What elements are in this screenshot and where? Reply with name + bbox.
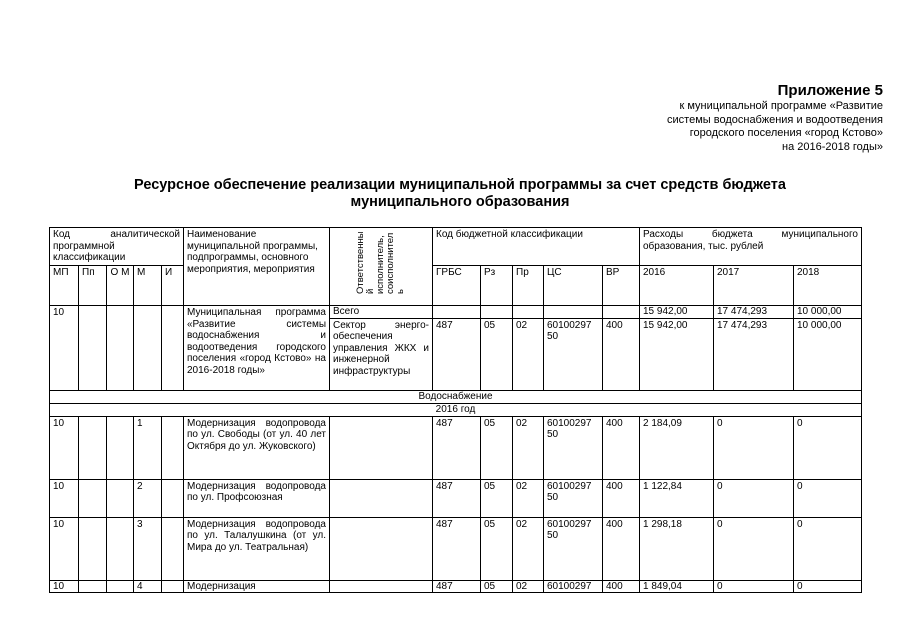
program-rz: 05	[481, 318, 513, 390]
row-cs: 60100297 50	[544, 416, 603, 479]
row-2016: 1 849,04	[640, 580, 714, 593]
document-title	[60, 177, 860, 211]
row-2017: 0	[714, 479, 794, 517]
row-2016: 1 122,84	[640, 479, 714, 517]
row-responsible	[330, 416, 433, 479]
header-om: О М	[107, 266, 134, 306]
row-pp	[79, 416, 107, 479]
document-title-line: муниципального образования	[350, 194, 570, 210]
table-row	[50, 517, 862, 580]
row-rz: 05	[481, 479, 513, 517]
row-2017: 0	[714, 580, 794, 593]
program-total-rz	[481, 306, 513, 319]
row-mp: 10	[50, 479, 79, 517]
row-name: Модернизация водопровода по ул. Свободы (от ул. 40 лет Октября до ул. Жуковского)	[184, 416, 330, 479]
program-total-2017: 17 474,293	[714, 306, 794, 319]
row-pr: 02	[513, 517, 544, 580]
year-band-row	[50, 403, 862, 416]
appendix-line: городского поселения «город Кстово»	[689, 127, 883, 139]
program-2018: 10 000,00	[794, 318, 862, 390]
row-mp: 10	[50, 416, 79, 479]
row-pr: 02	[513, 580, 544, 593]
row-responsible	[330, 479, 433, 517]
document-title-line: Ресурсное обеспечение реализации муниципальной программы за счет средств бюджета	[134, 177, 786, 193]
row-mp: 10	[50, 580, 79, 593]
row-i	[162, 416, 184, 479]
row-cs: 60100297	[544, 580, 603, 593]
row-grbs: 487	[433, 517, 481, 580]
program-total-2018: 10 000,00	[794, 306, 862, 319]
program-total-cs	[544, 306, 603, 319]
program-om	[107, 306, 134, 391]
section-label: Водоснабжение	[50, 390, 862, 403]
header-m: М	[134, 266, 162, 306]
row-2016: 1 298,18	[640, 517, 714, 580]
header-subrow	[50, 266, 862, 306]
header-pp: Пп	[79, 266, 107, 306]
program-m	[134, 306, 162, 391]
row-m: 1	[134, 416, 162, 479]
row-cs: 60100297 50	[544, 479, 603, 517]
resource-table	[49, 227, 862, 593]
row-name: Модернизация водопровода по ул. Талалушкина (от ул. Мира до ул. Театральная)	[184, 517, 330, 580]
program-responsible: Сектор энерго-обеспечения управления ЖКХ и инженерной инфраструктуры	[330, 318, 433, 390]
table-row	[50, 479, 862, 517]
row-2018: 0	[794, 479, 862, 517]
row-2017: 0	[714, 517, 794, 580]
table-row	[50, 416, 862, 479]
header-mp: МП	[50, 266, 79, 306]
header-cs: ЦС	[544, 266, 603, 306]
row-i	[162, 580, 184, 593]
year-band-label: 2016 год	[50, 403, 862, 416]
appendix-title: Приложение 5	[777, 82, 883, 99]
header-pr: Пр	[513, 266, 544, 306]
program-2017: 17 474,293	[714, 318, 794, 390]
section-row	[50, 390, 862, 403]
row-rz: 05	[481, 416, 513, 479]
row-i	[162, 479, 184, 517]
header-year-2016: 2016	[640, 266, 714, 306]
program-total-pr	[513, 306, 544, 319]
appendix-line: системы водоснабжения и водоотведения	[667, 113, 883, 126]
row-m: 4	[134, 580, 162, 593]
row-name: Модернизация	[184, 580, 330, 593]
program-total-grbs	[433, 306, 481, 319]
program-pr: 02	[513, 318, 544, 390]
program-name: Муниципальная программа «Развитие системы водоснабжения и водоотведения городского поселения «город Кстово» на 2016-2018 годы»	[184, 306, 330, 391]
appendix-line: на 2016-2018 годы»	[782, 140, 883, 153]
header-responsible	[330, 228, 433, 306]
program-pp	[79, 306, 107, 391]
row-m: 3	[134, 517, 162, 580]
header-budget-code: Код бюджетной классификации	[433, 228, 640, 266]
header-year-2017: 2017	[714, 266, 794, 306]
row-i	[162, 517, 184, 580]
row-2017: 0	[714, 416, 794, 479]
header-expenses: Расходы бюджета муниципального образования, тыс. рублей	[640, 228, 862, 266]
row-vr: 400	[603, 416, 640, 479]
header-row	[50, 228, 862, 266]
header-responsible-text: Ответственны й исполнитель, соисполнител ь	[355, 231, 406, 294]
row-pp	[79, 479, 107, 517]
row-name: Модернизация водопровода по ул. Профсоюзная	[184, 479, 330, 517]
row-grbs: 487	[433, 416, 481, 479]
appendix-line: к муниципальной программе «Развитие	[679, 100, 883, 112]
header-rz: Рз	[481, 266, 513, 306]
program-total-row	[50, 306, 862, 319]
program-vr: 400	[603, 318, 640, 390]
row-responsible	[330, 580, 433, 593]
row-grbs: 487	[433, 580, 481, 593]
program-total-vr	[603, 306, 640, 319]
header-analytic-code: Код аналитической программной классификации	[50, 228, 184, 266]
program-2016: 15 942,00	[640, 318, 714, 390]
program-cs: 60100297 50	[544, 318, 603, 390]
header-name: Наименование муниципальной программы, подпрограммы, основного мероприятия, мероприятия	[184, 228, 330, 306]
program-total-label: Всего	[330, 306, 433, 319]
row-om	[107, 580, 134, 593]
table-row	[50, 580, 862, 593]
program-mp: 10	[50, 306, 79, 391]
row-vr: 400	[603, 580, 640, 593]
row-pr: 02	[513, 416, 544, 479]
row-om	[107, 416, 134, 479]
program-grbs: 487	[433, 318, 481, 390]
row-m: 2	[134, 479, 162, 517]
row-2018: 0	[794, 416, 862, 479]
row-vr: 400	[603, 517, 640, 580]
row-pr: 02	[513, 479, 544, 517]
row-pp	[79, 580, 107, 593]
row-vr: 400	[603, 479, 640, 517]
row-responsible	[330, 517, 433, 580]
row-mp: 10	[50, 517, 79, 580]
row-2018: 0	[794, 580, 862, 593]
row-pp	[79, 517, 107, 580]
header-vr: ВР	[603, 266, 640, 306]
row-rz: 05	[481, 517, 513, 580]
program-total-2016: 15 942,00	[640, 306, 714, 319]
program-i	[162, 306, 184, 391]
header-i: И	[162, 266, 184, 306]
row-om	[107, 517, 134, 580]
row-rz: 05	[481, 580, 513, 593]
appendix-block	[667, 82, 883, 154]
row-cs: 60100297 50	[544, 517, 603, 580]
row-2018: 0	[794, 517, 862, 580]
header-grbs: ГРБС	[433, 266, 481, 306]
row-2016: 2 184,09	[640, 416, 714, 479]
header-year-2018: 2018	[794, 266, 862, 306]
row-grbs: 487	[433, 479, 481, 517]
row-om	[107, 479, 134, 517]
